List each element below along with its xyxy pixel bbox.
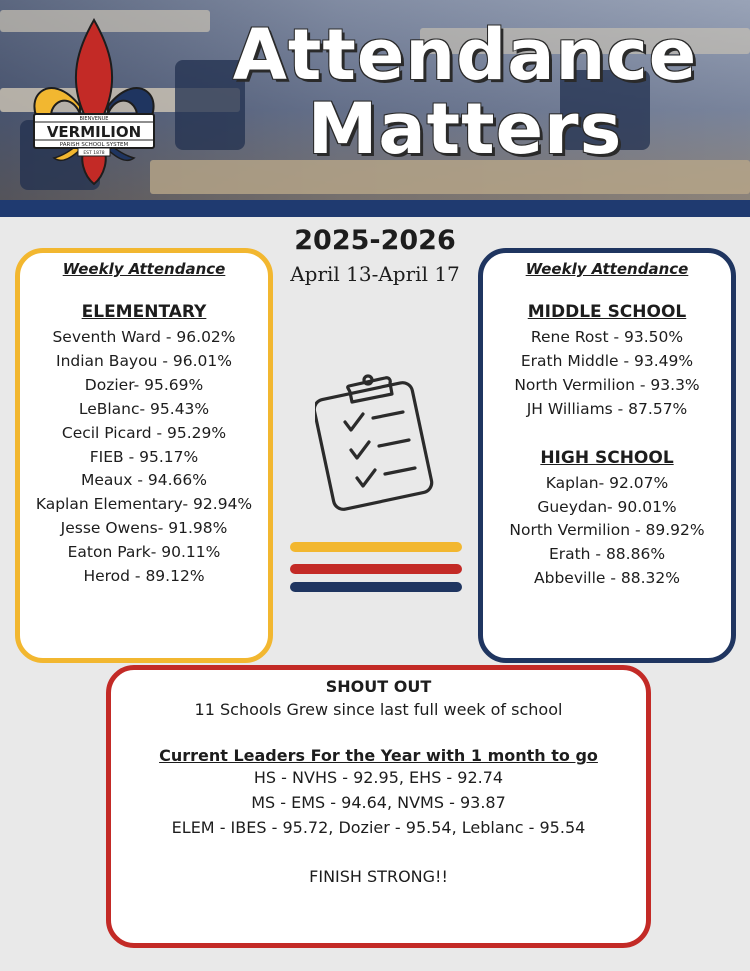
list-item: Indian Bayou - 96.01% <box>56 351 232 370</box>
logo-name: VERMILION <box>46 123 142 141</box>
shout-out-box <box>106 665 651 948</box>
elementary-attendance-box <box>15 248 273 663</box>
high-school-title: HIGH SCHOOL <box>540 447 674 468</box>
list-item: Eaton Park- 90.11% <box>67 543 221 562</box>
list-item: Seventh Ward - 96.02% <box>52 328 236 346</box>
list-item: Kaplan- 92.07% <box>545 473 669 492</box>
leader-line: ELEM - IBES - 95.72, Dozier - 95.54, Leblanc - 95.54 <box>171 818 586 837</box>
title-line-2: Matters <box>307 88 623 170</box>
box-heading: Weekly Attendance <box>525 260 689 278</box>
list-item: North Vermilion - 89.92% <box>509 521 705 540</box>
middle-school-title: MIDDLE SCHOOL <box>527 302 687 322</box>
leaders-title: Current Leaders For the Year with 1 month to go <box>159 746 598 765</box>
list-item: Herod - 89.12% <box>83 567 205 586</box>
list-item: Rene Rost - 93.50% <box>530 328 684 346</box>
list-item: Gueydan- 90.01% <box>537 497 677 516</box>
secondary-attendance-box <box>478 248 736 663</box>
list-item: Cecil Picard - 95.29% <box>61 423 227 442</box>
closing-text: FINISH STRONG!! <box>309 867 448 886</box>
header-banner-photo <box>0 0 750 200</box>
red-stripe <box>290 564 462 574</box>
box-heading: Weekly Attendance <box>62 260 226 278</box>
logo-banner-small: BIENVENUE <box>79 116 109 122</box>
list-item: Kaplan Elementary- 92.94% <box>35 495 253 514</box>
school-year: 2025-2026 <box>294 225 456 256</box>
list-item: North Vermilion - 93.3% <box>514 375 700 394</box>
list-item: FIEB - 95.17% <box>89 447 199 466</box>
list-item: Erath Middle - 93.49% <box>520 351 694 370</box>
shout-out-title: SHOUT OUT <box>325 677 432 696</box>
clipboard-checklist-icon <box>315 368 443 516</box>
list-item: Abbeville - 88.32% <box>534 569 680 588</box>
fleur-de-lis-icon <box>28 18 160 188</box>
logo-subtitle: PARISH SCHOOL SYSTEM <box>59 142 129 148</box>
list-item: JH Williams - 87.57% <box>526 399 688 418</box>
page-title <box>230 14 700 170</box>
list-item: Jesse Owens- 91.98% <box>60 519 228 538</box>
navy-stripe <box>290 582 462 592</box>
leader-line: MS - EMS - 94.64, NVMS - 93.87 <box>251 793 506 812</box>
leader-line: HS - NVHS - 92.95, EHS - 92.74 <box>253 768 504 787</box>
list-item: Dozier- 95.69% <box>84 375 204 394</box>
list-item: Erath - 88.86% <box>548 545 666 564</box>
shout-out-line: 11 Schools Grew since last full week of school <box>194 700 563 719</box>
logo-est: EST 1878 <box>83 151 105 156</box>
list-item: LeBlanc- 95.43% <box>78 399 210 418</box>
elementary-title: ELEMENTARY <box>81 302 207 322</box>
week-dates: April 13-April 17 <box>290 262 460 286</box>
gold-stripe <box>290 542 462 552</box>
title-line-1: Attendance <box>232 14 698 96</box>
list-item: Meaux - 94.66% <box>81 471 207 490</box>
header-divider-band <box>0 200 750 217</box>
